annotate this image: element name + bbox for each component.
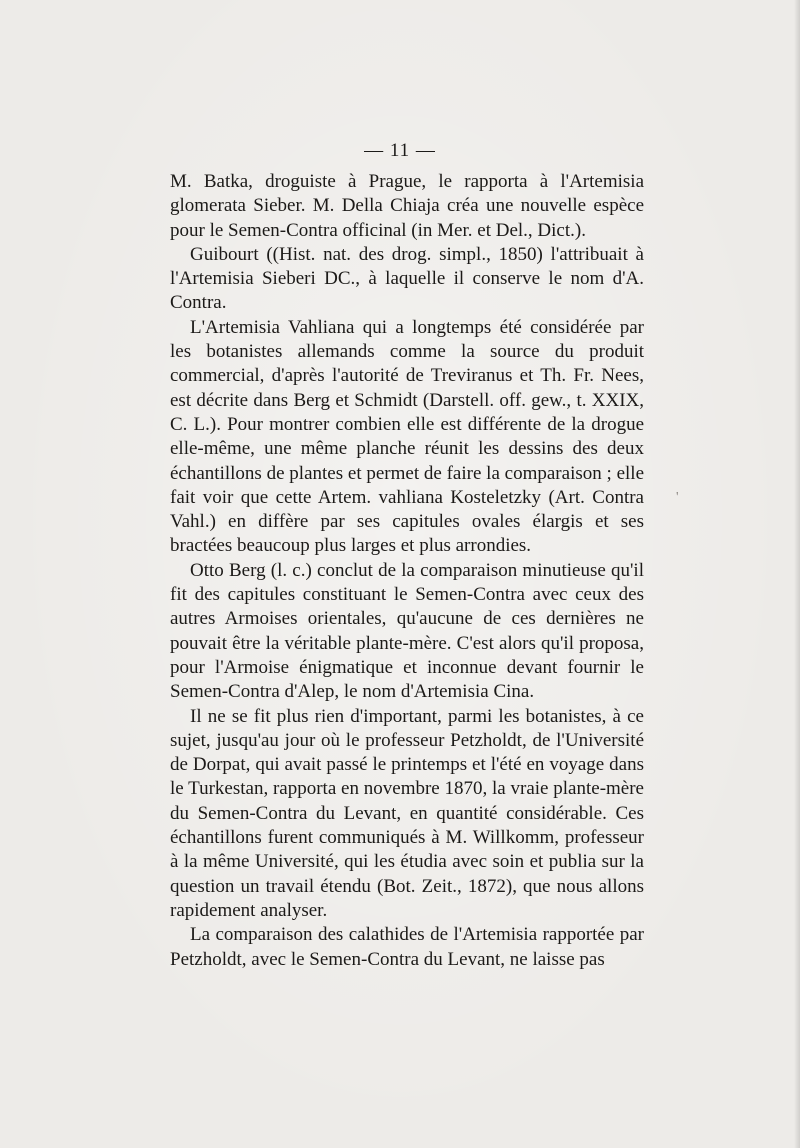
paragraph-6: La comparaison des calathides de l'Artemisia rapportée par Petzholdt, avec le Semen-Contra du Levant, ne laisse pas [170, 924, 644, 970]
paragraph-4: Otto Berg (l. c.) conclut de la comparaison minutieuse qu'il fit des capitules constituant le Semen-Contra avec ceux des autres Armoises orientales, qu'aucune de ces dernières ne pouvait être la véritable plante-mère. C'est alors qu'il proposa, pour l'Armoise énigmatique et inconnue devant fournir le Semen-Contra d'Alep, le nom d'Artemisia Cina. [170, 559, 644, 703]
page-number: — 11 — [364, 140, 436, 161]
body-text [170, 170, 644, 972]
paragraph-1: M. Batka, droguiste à Prague, le rapporta à l'Artemisia glomerata Sieber. M. Della Chiaja créa une nouvelle espèce pour le Semen-Contra officinal (in Mer. et Del., Dict.). [170, 171, 644, 241]
paragraph-2: Guibourt ((Hist. nat. des drog. simpl., 1850) l'attribuait à l'Artemisia Sieberi DC., à laquelle il conserve le nom d'A. Contra. [170, 243, 644, 314]
paragraph-5: Il ne se fit plus rien d'important, parmi les botanistes, à ce sujet, jusqu'au jour où le professeur Petzholdt, de l'Université de Dorpat, qui avait passé le printemps et l'été en voyage dans le Turkestan, rapporta en novembre 1870, la vraie plante-mère du Semen-Contra du Levant, en quantité considérable. Ces échantillons furent communiqués à M. Willkomm, professeur à la même Université, qui les étudia avec soin et publia sur la question un travail étendu (Bot. Zeit., 1872), que nous allons rapidement analyser. [170, 705, 644, 921]
margin-mark: ' [676, 490, 679, 505]
page-edge-shadow [794, 0, 800, 1148]
paragraph-3: L'Artemisia Vahliana qui a longtemps été considérée par les botanistes allemands comme la source du produit commercial, d'après l'autorité de Treviranus et Th. Fr. Nees, est décrite dans Berg et Schmidt (Darstell. off. gew., t. XXIX, C. L.). Pour montrer combien elle est différente de la drogue elle-même, une même planche réunit les dessins des deux échantillons de plantes et permet de faire la comparaison ; elle fait voir que cette Artem. vahliana Kosteletzky (Art. Contra Vahl.) en diffère par ses capitules ovales élargis et ses bractées beaucoup plus larges et plus arrondies. [170, 316, 644, 557]
